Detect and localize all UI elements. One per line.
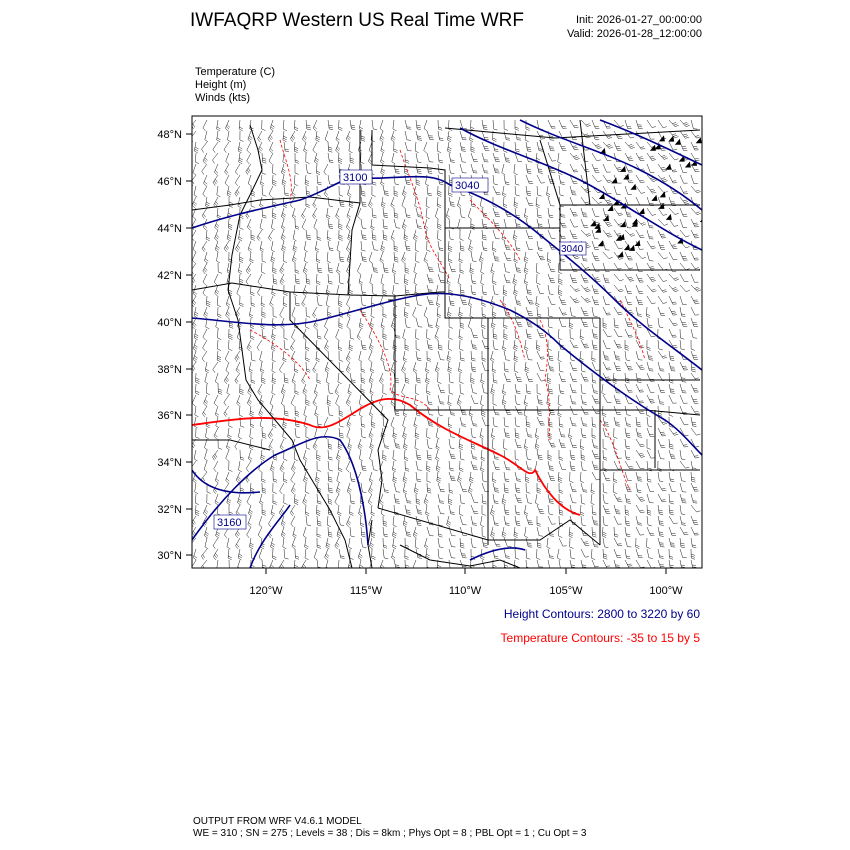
field-label-temperature: Temperature (C) [195, 66, 276, 78]
contour-label-3040-east [560, 242, 586, 255]
lat-tick-label: 38°N [157, 364, 182, 376]
contour-label-3160 [214, 515, 246, 529]
svg-text:3040: 3040 [455, 180, 480, 192]
field-label-height: Height (m) [195, 79, 247, 91]
map-plot-area [190, 120, 705, 571]
lat-tick-label: 48°N [157, 129, 182, 141]
contour-label-3100 [340, 170, 372, 184]
lon-tick-label: 115°W [349, 585, 383, 597]
svg-text:3160: 3160 [217, 517, 242, 529]
svg-text:3100: 3100 [343, 172, 368, 184]
temperature-contour-legend: Temperature Contours: -35 to 15 by 5 [500, 631, 700, 645]
lat-tick-label: 34°N [157, 457, 182, 469]
lat-tick-label: 30°N [157, 550, 182, 562]
valid-time: Valid: 2026-01-28_12:00:00 [567, 28, 702, 40]
field-label-winds: Winds (kts) [195, 92, 250, 104]
lat-tick-label: 36°N [157, 410, 182, 422]
contour-label-3040 [452, 178, 488, 192]
lat-tick-label: 44°N [157, 223, 182, 235]
lat-tick-label: 46°N [157, 176, 182, 188]
height-contour-legend: Height Contours: 2800 to 3220 by 60 [503, 607, 700, 621]
lon-tick-label: 110°W [448, 585, 482, 597]
footer-config: WE = 310 ; SN = 275 ; Levels = 38 ; Dis = 8km ; Phys Opt = 8 ; PBL Opt = 1 ; Cu Opt = 3 [193, 828, 587, 839]
lat-tick-label: 40°N [157, 317, 182, 329]
lon-tick-label: 100°W [649, 585, 683, 597]
longitude-axis [249, 568, 683, 597]
init-time: Init: 2026-01-27_00:00:00 [576, 14, 702, 26]
footer-model: OUTPUT FROM WRF V4.6.1 MODEL [193, 816, 362, 827]
wind-barbs [190, 120, 705, 571]
lon-tick-label: 105°W [549, 585, 583, 597]
temperature-contours [192, 140, 645, 515]
lon-tick-label: 120°W [249, 585, 283, 597]
map-title: IWFAQRP Western US Real Time WRF [190, 10, 524, 31]
state-borders [192, 120, 700, 568]
lat-tick-label: 42°N [157, 270, 182, 282]
lat-tick-label: 32°N [157, 504, 182, 516]
svg-text:3040: 3040 [561, 244, 584, 255]
latitude-axis [157, 129, 192, 562]
